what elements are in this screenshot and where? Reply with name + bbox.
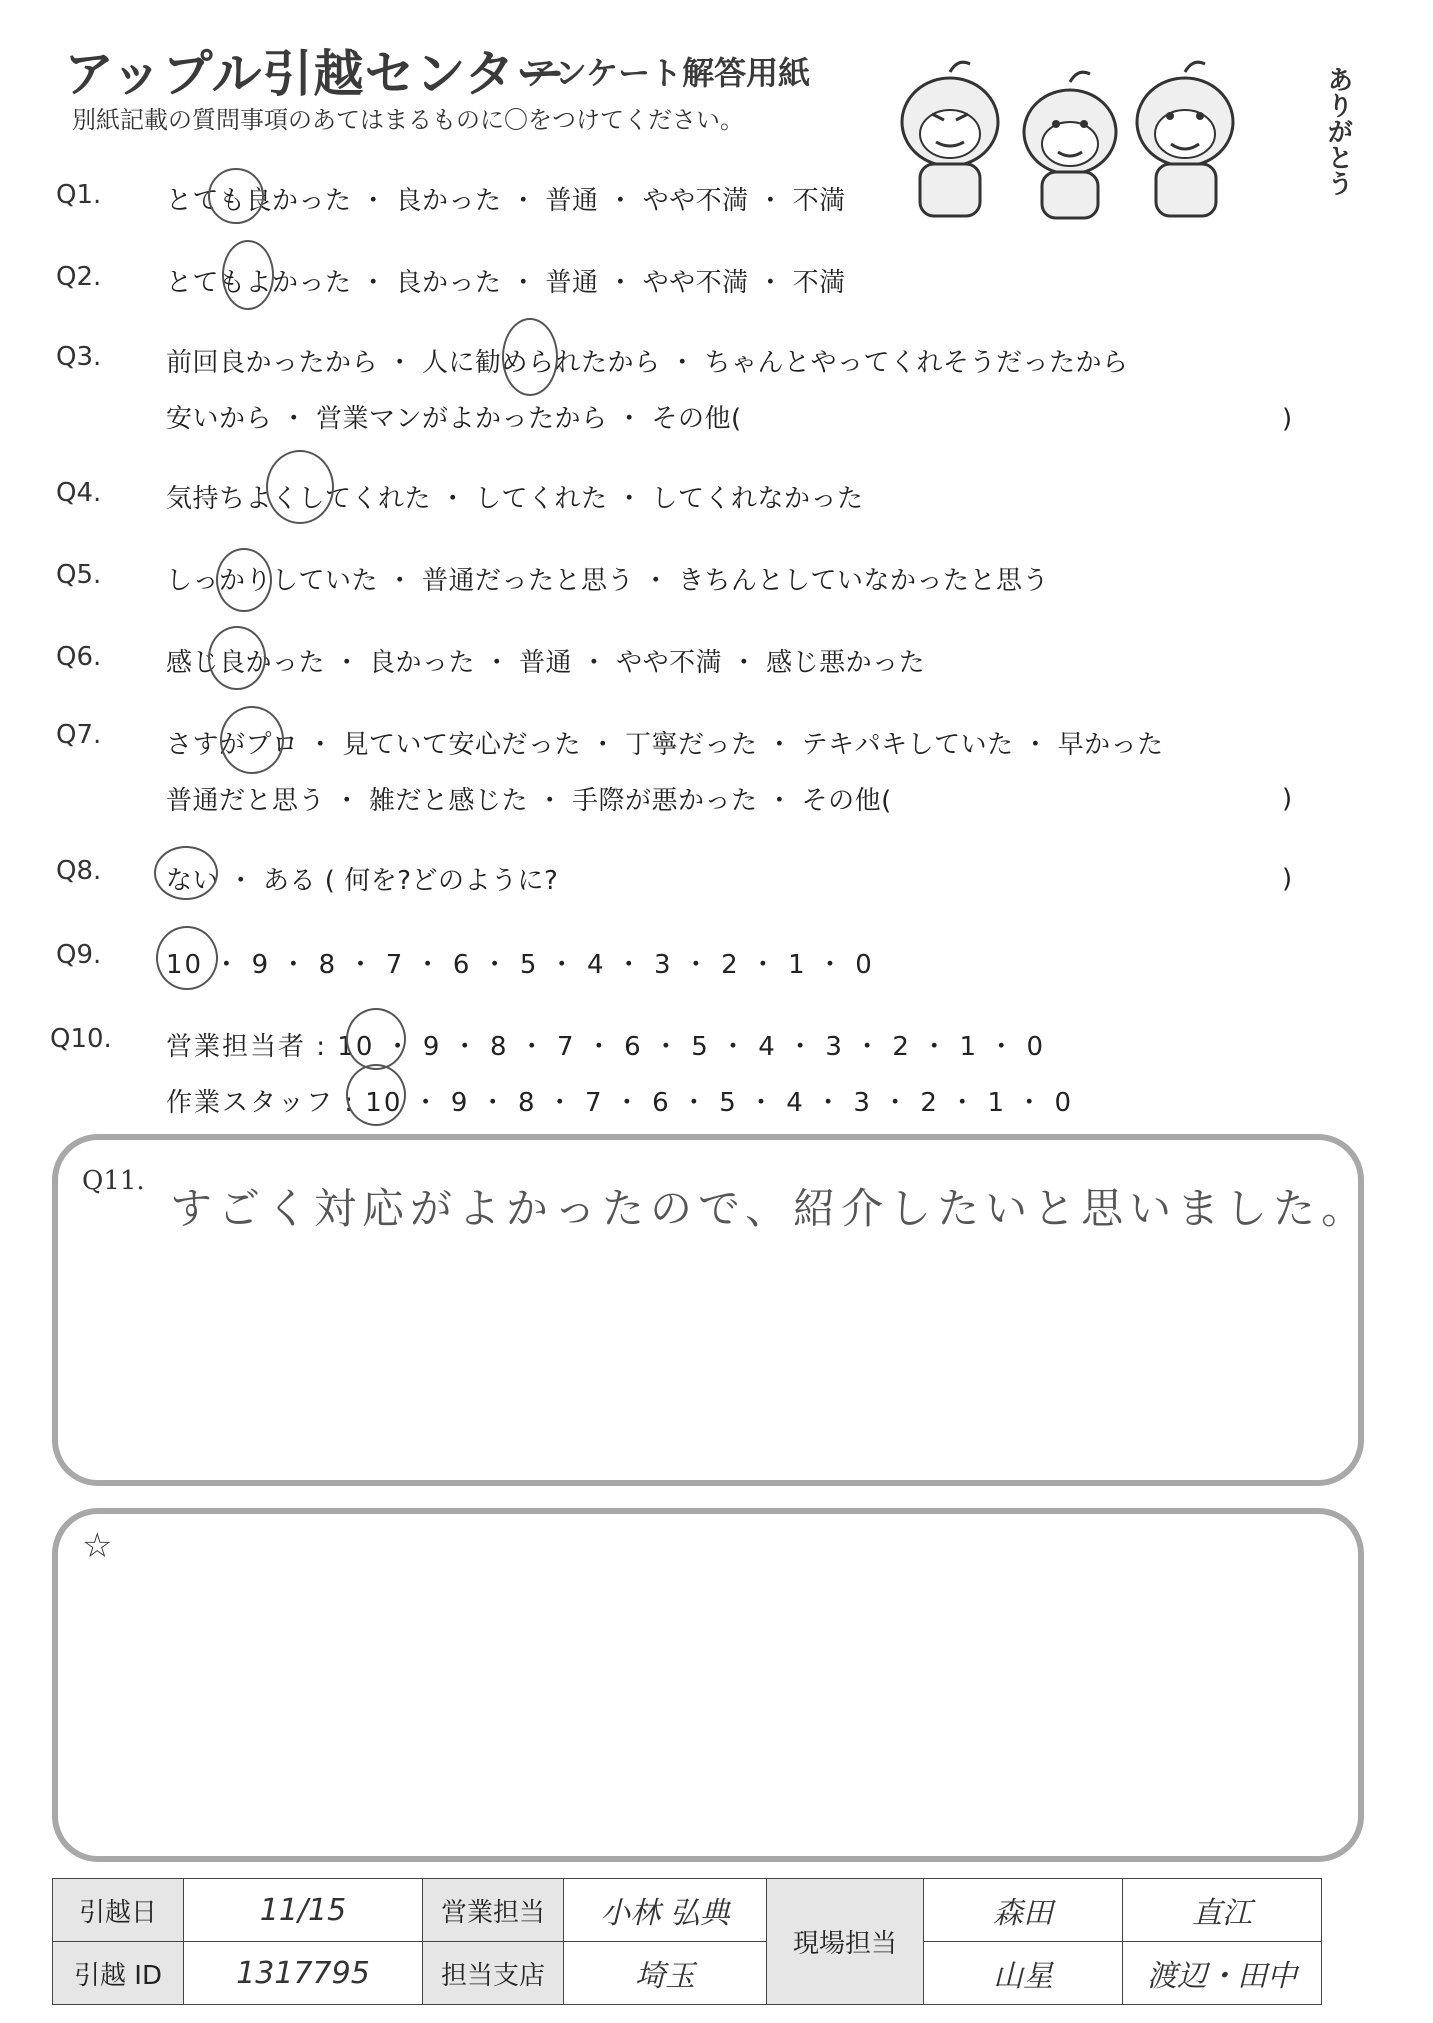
site-staff-3: 山星	[993, 1959, 1053, 1994]
q11-handwritten-comment: すごく対応がよかったので、紹介したいと思いました。	[170, 1184, 1370, 1233]
q4-answer-circle	[266, 450, 334, 524]
company-title: アップル引越センター	[64, 45, 567, 103]
star-comment-box	[52, 1508, 1364, 1862]
q3-close-paren: )	[1282, 404, 1293, 434]
site-staff-1: 森田	[993, 1896, 1053, 1931]
q10-sales-answer-circle	[346, 1008, 406, 1070]
q5-answer-circle	[216, 548, 272, 612]
site-staff-label: 現場担当	[767, 1879, 924, 2005]
q6-options: 感じ良かった ・ 良かった ・ 普通 ・ やや不満 ・ 感じ悪かった	[166, 648, 926, 678]
q1-label: Q1.	[56, 180, 102, 210]
move-id-value: 1317795	[236, 1955, 370, 1991]
branch-label: 担当支店	[423, 1942, 564, 2005]
move-id-label: 引越 ID	[53, 1942, 184, 2005]
q7-answer-circle	[220, 706, 284, 774]
star-label: ☆	[82, 1526, 113, 1566]
q9-scale: 10 ・ 9 ・ 8 ・ 7 ・ 6 ・ 5 ・ 4 ・ 3 ・ 2 ・ 1 ・ 0	[166, 950, 874, 980]
q3-answer-circle	[502, 318, 558, 396]
q8-answer-circle	[154, 846, 218, 900]
q6-label: Q6.	[56, 642, 102, 672]
q3-options-line2: 安いから ・ 営業マンがよかったから ・ その他(	[166, 404, 742, 434]
q7-options-line1: さすがプロ ・ 見ていて安心だった ・ 丁寧だった ・ テキパキしていた ・ 早かった	[166, 730, 1164, 760]
move-date-value: 11/15	[259, 1892, 347, 1928]
q5-options: しっかりしていた ・ 普通だったと思う ・ きちんとしていなかったと思う	[166, 566, 1050, 596]
q10-sales-scale: 営業担当者 : 10 ・ 9 ・ 8 ・ 7 ・ 6 ・ 5 ・ 4 ・ 3 ・ 2 ・ 1 ・ 0	[166, 1032, 1046, 1062]
sales-label: 営業担当	[423, 1879, 564, 1942]
q8-options: ない ・ ある ( 何を?どのように?	[166, 866, 559, 896]
branch-value: 埼玉	[635, 1959, 695, 1994]
q9-answer-circle	[156, 926, 218, 990]
q6-answer-circle	[208, 626, 266, 690]
q7-options-line2: 普通だと思う ・ 雑だと感じた ・ 手際が悪かった ・ その他(	[166, 786, 892, 816]
move-date-label: 引越日	[53, 1879, 184, 1942]
q4-label: Q4.	[56, 478, 102, 508]
q3-options-line1: 前回良かったから ・ 人に勧められたから ・ ちゃんとやってくれそうだったから	[166, 348, 1129, 378]
site-staff-2: 直江	[1192, 1896, 1252, 1931]
q5-label: Q5.	[56, 560, 102, 590]
q2-answer-circle	[222, 240, 274, 310]
q7-close-paren: )	[1282, 784, 1293, 814]
q2-label: Q2.	[56, 262, 102, 292]
q2-options: とてもよかった ・ 良かった ・ 普通 ・ やや不満 ・ 不満	[166, 268, 846, 298]
q10-staff-answer-circle	[346, 1064, 406, 1126]
form-title: アンケート解答用紙	[524, 54, 811, 92]
instruction-text: 別紙記載の質問事項のあてはまるものに〇をつけてください。	[72, 106, 744, 134]
q11-label: Q11.	[82, 1166, 145, 1196]
q3-label: Q3.	[56, 342, 102, 372]
q9-label: Q9.	[56, 940, 102, 970]
monkey-mascots-illustration	[880, 52, 1353, 227]
site-staff-4: 渡辺・田中	[1147, 1959, 1297, 1994]
q1-answer-circle	[208, 168, 264, 224]
move-info-table	[52, 1878, 1322, 2005]
q8-label: Q8.	[56, 856, 102, 886]
q4-options: 気持ちよくしてくれた ・ してくれた ・ してくれなかった	[166, 484, 864, 514]
q7-label: Q7.	[56, 720, 102, 750]
q10-staff-scale: 作業スタッフ : 10 ・ 9 ・ 8 ・ 7 ・ 6 ・ 5 ・ 4 ・ 3 ・ 2 ・ 1 ・ 0	[166, 1088, 1074, 1118]
q1-options: とても良かった ・ 良かった ・ 普通 ・ やや不満 ・ 不満	[166, 186, 846, 216]
q10-label: Q10.	[50, 1024, 112, 1054]
q8-close-paren: )	[1282, 864, 1293, 894]
sales-person-value: 小林 弘典	[600, 1896, 730, 1931]
thanks-text: ありがとう	[1323, 66, 1353, 196]
